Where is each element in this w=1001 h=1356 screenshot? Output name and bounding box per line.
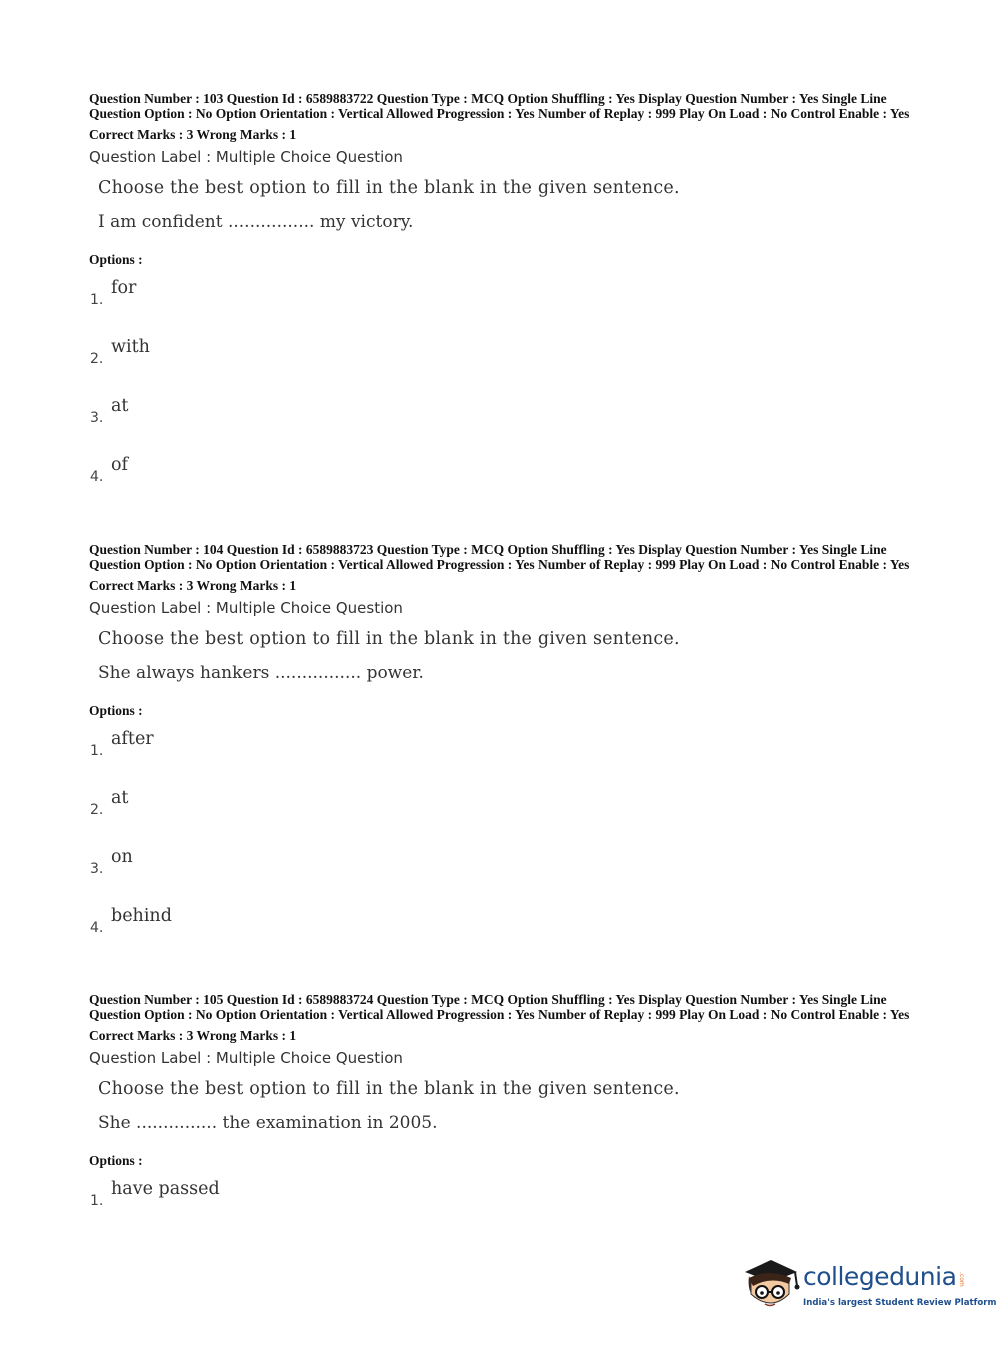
question-prompt: Choose the best option to fill in the blank in the given sentence. bbox=[98, 178, 680, 198]
option-item[interactable] bbox=[89, 278, 929, 337]
option-text: at bbox=[111, 788, 129, 808]
options-title: Options : bbox=[89, 1153, 143, 1168]
option-text: on bbox=[111, 847, 133, 867]
option-text: behind bbox=[111, 906, 172, 926]
question-label-key: Question Label : bbox=[89, 599, 216, 617]
option-number: 1. bbox=[90, 743, 104, 759]
question-sentence: I am confident ................ my victory. bbox=[98, 212, 414, 232]
option-item[interactable] bbox=[89, 337, 929, 396]
options-title: Options : bbox=[89, 252, 143, 267]
option-text: after bbox=[111, 729, 154, 749]
question-block-105 bbox=[89, 993, 929, 1238]
options-list bbox=[89, 729, 929, 965]
option-text: at bbox=[111, 396, 129, 416]
option-text: of bbox=[111, 455, 129, 475]
logo-tagline: India's largest Student Review Platform bbox=[803, 1298, 997, 1308]
option-number: 3. bbox=[90, 861, 104, 877]
question-meta: Question Number : 105 Question Id : 6589883724 Question Type : MCQ Option Shuffling : Yes Display Question Number : Yes Single Line Question Option : No Option Orientation : Vertical Allowed Progression : Yes Number of Replay : 999 Play On Load : No Control Enable : Yes bbox=[89, 992, 910, 1022]
question-block-104 bbox=[89, 543, 929, 965]
question-label-key: Question Label : bbox=[89, 148, 216, 166]
option-item[interactable] bbox=[89, 1179, 929, 1238]
option-number: 4. bbox=[90, 920, 104, 936]
logo-brand-text: collegedunia bbox=[803, 1262, 957, 1291]
question-label bbox=[89, 599, 929, 617]
question-sentence: She ............... the examination in 2005. bbox=[98, 1113, 438, 1133]
question-meta: Question Number : 104 Question Id : 6589883723 Question Type : MCQ Option Shuffling : Yes Display Question Number : Yes Single Line Question Option : No Option Orientation : Vertical Allowed Progression : Yes Number of Replay : 999 Play On Load : No Control Enable : Yes bbox=[89, 542, 910, 572]
question-meta: Question Number : 103 Question Id : 6589883722 Question Type : MCQ Option Shuffling : Yes Display Question Number : Yes Single Line Question Option : No Option Orientation : Vertical Allowed Progression : Yes Number of Replay : 999 Play On Load : No Control Enable : Yes bbox=[89, 91, 910, 121]
option-item[interactable] bbox=[89, 906, 929, 965]
option-text: for bbox=[111, 278, 137, 298]
option-number: 1. bbox=[90, 292, 104, 308]
question-block-103 bbox=[89, 92, 929, 514]
question-prompt: Choose the best option to fill in the blank in the given sentence. bbox=[98, 1079, 680, 1099]
question-marks: Correct Marks : 3 Wrong Marks : 1 bbox=[89, 1028, 297, 1043]
question-label bbox=[89, 1049, 929, 1067]
option-item[interactable] bbox=[89, 396, 929, 455]
question-label-value: Multiple Choice Question bbox=[215, 148, 403, 166]
question-sentence: She always hankers ................ power. bbox=[98, 663, 424, 683]
question-marks: Correct Marks : 3 Wrong Marks : 1 bbox=[89, 578, 297, 593]
option-number: 3. bbox=[90, 410, 104, 426]
options-title: Options : bbox=[89, 703, 143, 718]
question-label-key: Question Label : bbox=[89, 1049, 216, 1067]
option-item[interactable] bbox=[89, 847, 929, 906]
option-text: with bbox=[111, 337, 150, 357]
question-label bbox=[89, 148, 929, 166]
question-label-value: Multiple Choice Question bbox=[215, 599, 403, 617]
option-item[interactable] bbox=[89, 788, 929, 847]
logo-domain-suffix: .com bbox=[958, 1272, 965, 1287]
question-label-value: Multiple Choice Question bbox=[215, 1049, 403, 1067]
collegedunia-logo[interactable] bbox=[741, 1252, 997, 1322]
option-item[interactable] bbox=[89, 729, 929, 788]
option-item[interactable] bbox=[89, 455, 929, 514]
options-list bbox=[89, 278, 929, 514]
option-number: 1. bbox=[90, 1193, 104, 1209]
option-number: 2. bbox=[90, 351, 104, 367]
question-marks: Correct Marks : 3 Wrong Marks : 1 bbox=[89, 127, 297, 142]
options-list bbox=[89, 1179, 929, 1238]
option-number: 4. bbox=[90, 469, 104, 485]
graduate-mascot-icon bbox=[741, 1252, 801, 1318]
option-text: have passed bbox=[111, 1179, 220, 1199]
question-prompt: Choose the best option to fill in the blank in the given sentence. bbox=[98, 629, 680, 649]
option-number: 2. bbox=[90, 802, 104, 818]
